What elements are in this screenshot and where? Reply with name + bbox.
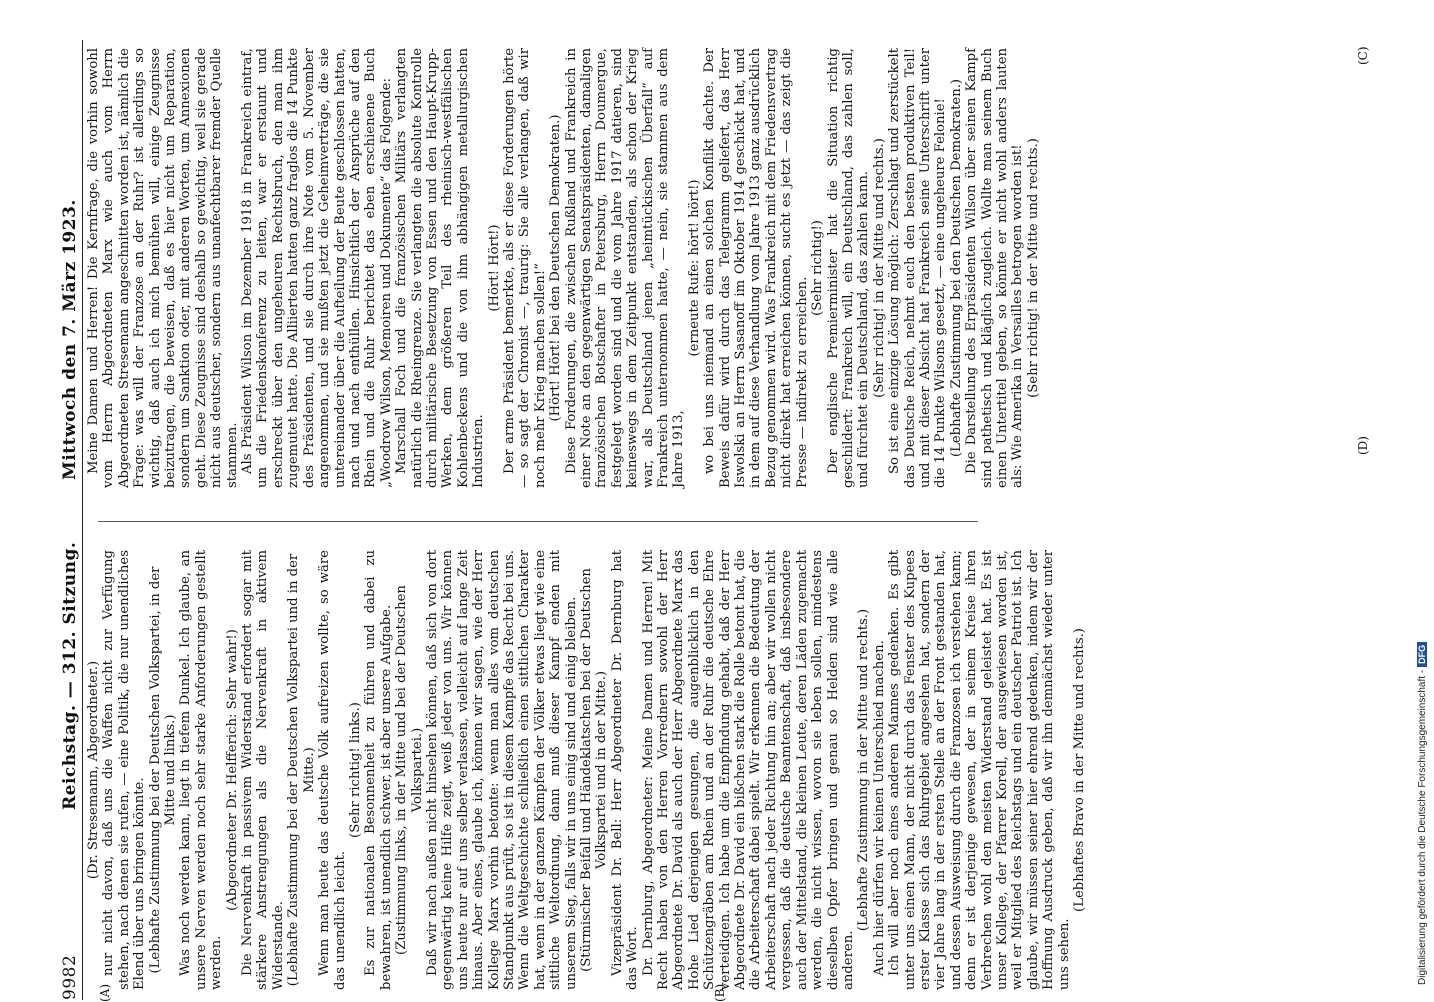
paragraph: Auch hier dürfen wir keinen Unterschied machen.	[871, 640, 887, 976]
interjection: (Sehr richtig!)	[810, 220, 826, 316]
paragraph: Was noch werden kann, liegt in tiefem Dunkel. Ich glaube, an unsere Nerven werden noch sehr starke Anforderungen gestellt werden.	[178, 550, 225, 990]
interjection: (Sehr richtig! links.)	[347, 702, 363, 838]
interjection: (Lebhaftes Bravo in der Mitte und rechts.)	[1072, 628, 1087, 912]
session-date: Mittwoch den 7. März 1923.	[60, 199, 80, 480]
column-divider	[98, 521, 978, 522]
interjection: (erneute Rufe: hört! hört!)	[686, 179, 702, 357]
paragraph: Daß wir nach außen nicht hinsehen können, daß sich von dort gegenwärtig keine Hilfe zeigt, weiß jeder von uns. Wir können uns heute nur auf uns selber verlassen, vielleicht auf lange Zeit hinaus. Aber eines, glaube ich, können wir sagen, wie der Herr Kollege Marx vorhin betonte: wenn man alles vom deutschen Standpunkt aus prüft, so ist in diesem Kampfe das Recht bei uns. Wenn die Weltgeschichte schließlich einen sittlichen Charakter hat, wenn in der ganzen Kämpfen der Völker etwas liegt wie eine sittliche Weltordnung, dann muß dieser Kampf enden mit unserem Sieg, falls wir in uns einig sind und einig bleiben.	[424, 550, 579, 990]
paragraph: Ich will aber noch eines anderen Mannes gedenken. Es gibt unter uns einen Mann, der nicht durch das Fenster des Kupees erster Klasse sich das Ruhrgebiet angesehen hat, sondern der vier Jahre lang in der ersten Stelle an der Front gestanden hat, und dessen Ausweisung durch die Franzosen ich verstehen kann; denn er ist derjenige gewesen, der in seinem Kreise ihren Verbrechen wohl den meisten Widerstand geleistet hat. Es ist unser Kollege, der Pfarrer Korell, der ausgewiesen worden ist, weil er Mitglied des Reichstags und ein deutscher Patriot ist. Ich glaube, wir müssen seiner hier ehrend gedenken, indem wir der Hoffnung Ausdruck geben, daß wir ihn demnächst wieder unter uns sehen.	[887, 550, 1072, 990]
speaker-heading: (Dr. Stresemann, Abgeordneter.)	[86, 660, 101, 880]
paragraph: Wenn man heute das deutsche Volk aufreizen wollte, so wäre das unendlich leicht.	[317, 550, 348, 990]
interjection: (Abgeordneter Dr. Helfferich: Sehr wahr!)	[224, 629, 240, 911]
right-column	[86, 48, 1041, 488]
interjection: (Hört! Hört!)	[486, 224, 502, 312]
page-number: 9982	[60, 954, 80, 1000]
paragraph: nur nicht davon, daß uns die Waffen nicht zur Verfügung stehen, nach denen sie rufen, — eine Politik, die nur unendliches Elend über uns bringen könnte.	[101, 550, 148, 990]
interjection: (Zustimmung links, in der Mitte und bei der Deutschen Volkspartei.)	[394, 585, 425, 955]
credit-text: Digitalisierung gefördert durch die Deutsche Forschungsgemeinschaft -	[1417, 669, 1428, 985]
document-page	[58, 40, 1388, 1000]
paragraph: Meine Damen und Herren! Die Kernfrage, die vorhin sowohl vom Herrn Abgeordneten Marx wie auch vom Herrn Abgeordneten Stresemann angeschnitten worden ist, nämlich die Frage: was will der Franzose an der Ruhr? ist allerdings so wichtig, daß auch ich mich bemühen will, einige Zeugnisse beizutragen, die beweisen, daß es hier nicht um Reparation, sondern um Sanktion oder, mit anderen Worten, um Annexionen geht. Diese Zeugnisse sind deshalb so gewichtig, weil sie gerade nicht aus deutscher, sondern aus unanfechtbarer fremder Quelle stammen.	[86, 48, 240, 488]
page-header	[58, 40, 83, 1000]
margin-marker-a: (A)	[98, 983, 112, 1002]
paragraph: Es zur nationalen Besonnenheit zu führen und dabei zu bewahren, ist unendlich schwer, ist aber unsere Aufgabe.	[363, 550, 394, 990]
paragraph: wo bei uns niemand an einen solchen Konflikt dachte. Der Beweis dafür wird durch das Telegramm geliefert, das Herr Iswolski an Herrn Sasanoff im Oktober 1914 geschickt hat, und in dem auf diese Verhandlung vom Jahre 1913 ganz ausdrücklich Bezug genommen wird. Was Frankreich mit dem Friedensvertrag nicht direkt hat erreichen können, sucht es jetzt — das zeigt die Presse — indirekt zu erreichen.	[702, 48, 810, 488]
paragraph: Der englische Premierminister hat die Situation richtig geschildert: Frankreich will, ein Deutschland, das zahlen soll, und fürchtet ein Deutschland, das zahlen kann.	[825, 48, 872, 488]
interjection: (Stürmischer Beifall und Händeklatschen bei der Deutschen Volkspartei und in der Mitte.)	[579, 568, 610, 972]
paragraph: Der arme Präsident bemerkte, als er diese Forderungen hörte — so sagt der Chronist —, traurig: Sie alle verlangen, daß wir noch mehr Krieg machen sollen!“	[501, 48, 548, 488]
dfg-logo: DFG	[1417, 642, 1427, 667]
paragraph: Vizepräsident Dr. Bell: Herr Abgeordneter Dr. Dernburg hat das Wort.	[609, 550, 641, 990]
paragraph: So ist eine einzige Lösung möglich: Zerschlagt und zerstückelt das Deutsche Reich, nehmt euch den besten produktiven Teil! und mit dieser Absicht hat Frankreich seine Unterschrift unter die 14 Punkte Wilsons gesetzt, — eine ungeheure Felonie!	[887, 48, 949, 488]
interjection: (Sehr richtig! in der Mitte und rechts.)	[871, 138, 887, 398]
interjection: (Lebhafte Zustimmung bei der Deutschen Volkspartei, in der Mitte und links.)	[147, 566, 179, 974]
paragraph: Als Präsident Wilson im Dezember 1918 in Frankreich eintraf, um die Friedenskonferenz zu leiten, war er erstaunt und erschreckt über den ungeheuren Rechtsbruch, den man ihm zugemutet hatte. Die Alliierten hatten ganz fraglos die 14 Punkte des Präsidenten, und sie durch ihre Note vom 5. November angenommen, und sie mußten jetzt die Geheimverträge, die sie untereinander über die Aufteilung der Beute geschlossen hatten, nach und nach enthüllen. Hinsichtlich der Ansprüche auf den Rhein und die Ruhr berichtet das eben erschienene Buch „Woodrow Wilson, Memoiren und Dokumente“ das Folgende:	[240, 48, 394, 488]
margin-marker-b: (B)	[713, 983, 727, 1002]
interjection: (Lebhafte Zustimmung in der Mitte und rechts.)	[856, 608, 872, 932]
digitization-credit	[1417, 642, 1428, 985]
paragraph: Dr. Dernburg, Abgeordneter: Meine Damen und Herren! Mit Recht haben von den Herren Vorrednern sowohl der Herr Abgeordnete Dr. David als auch der Herr Abgeordnete Marx das Hohe Lied derjenigen gesungen, die augenblicklich in den Schützengräben am Rhein und an der Ruhr die deutsche Ehre verteidigen. Ich habe um die Empfindung gehabt, daß der Herr Abgeordnete Dr. David ein bißchen stark die Rolle betont hat, die die Arbeiterschaft dabei spielt. Wir erkennen die Bedeutung der Arbeiterschaft nach jeder Richtung hin an; aber wir wollen nicht vergessen, daß die deutsche Beamtenschaft, daß insbesondere auch der Mittelstand, die kleinen Leute, deren Läden zugemacht werden, die nicht wissen, wovon sie leben sollen, mindestens dieselben Opfer bringen und genau so Helden sind wie alle anderen.	[640, 550, 856, 990]
interjection: (Lebhafte Zustimmung bei der Deutschen Volkspartei und in der Mitte.)	[286, 553, 317, 987]
left-column	[86, 550, 1087, 990]
interjection: (Hört! Hört! bei den Deutschen Demokraten.)	[548, 114, 564, 422]
session-title: Reichstag. — 312. Sitzung.	[60, 541, 80, 810]
interjection: (Lebhafte Zustimmung bei den Deutschen Demokraten.)	[948, 78, 964, 458]
margin-marker-c: (C)	[1356, 46, 1370, 65]
quotation: Marschall Foch und die französischen Militärs verlangten natürlich die Rheingrenze. Sie verlangten die absolute Kontrolle durch militärische Besetzung von Essen und den Haupt-Krupp-Werken, dem größeren Teil des rheinisch-westfälischen Kohlenbeckens und die von ihm abhängigen metallurgischen Industrien.	[394, 48, 487, 488]
margin-marker-d: (D)	[1356, 436, 1370, 455]
paragraph: Die Nervenkraft in passivem Widerstand erfordert sogar mit stärkere Anstrengungen als die Nervenkraft in aktivem Widerstande.	[240, 550, 286, 990]
interjection: (Sehr richtig! in der Mitte und rechts.)	[1025, 138, 1041, 398]
paragraph: Diese Forderungen, die zwischen Rußland und Frankreich in einer Note an den gegenwärtigen Senatspräsidenten, damaligen französischen Botschafter in Petersburg, Herrn Doumergue, festgelegt worden sind und die vom Jahre 1917 datieren, sind keineswegs in dem Zeitpunkt entstanden, als schon der Krieg war, als Deutschland jenen „heimtückischen Überfall“ auf Frankreich unternommen hatte, — nein, sie stammen aus dem Jahre 1913,	[563, 48, 687, 488]
paragraph: Die Darstellung des Erpräsidenten Wilson über seinen Kampf sind pathetisch und kläglich zugleich. Wollte man seinem Buch einen Untertitel geben, so könnte er nicht wohl anders lauten als: Wie Amerika in Versailles betrogen worden ist!	[964, 48, 1026, 488]
